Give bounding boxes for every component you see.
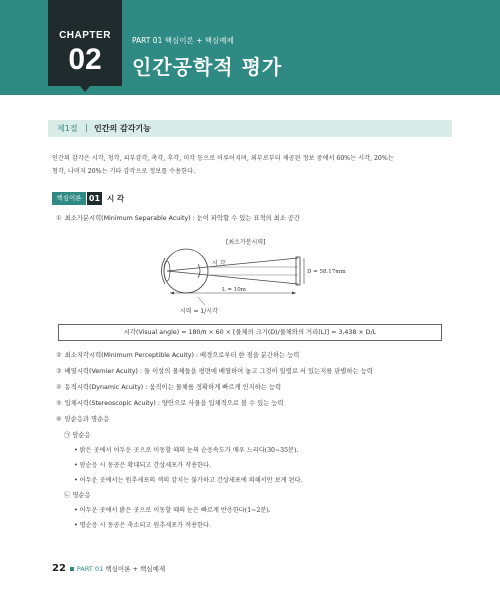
acuity-formula-label: 시력 = 1/시각 [180,308,218,315]
list-item: • 암순응 시 동공은 확대되고 간상세포가 작용한다. [74,462,211,469]
sight-line-upper [167,258,298,271]
chapter-badge [48,0,122,86]
intro-paragraph [52,152,452,178]
square-bullet-icon [70,567,74,571]
sight-line-lower [167,271,298,284]
item-label: 동적시력(Dynamic Acuity) : [64,384,148,391]
item-marker: ⑥ [56,416,62,423]
part-label: PART 01 핵심이론 + 핵심예제 [132,36,234,45]
list-item [56,366,373,375]
list-item [56,382,281,391]
item-label: 암순응과 명순응 [64,416,110,423]
chapter-word: CHAPTER [59,30,111,41]
item-marker: ④ [56,384,62,391]
leader-line [198,297,205,305]
acuity-diagram [150,245,370,317]
target-object [296,257,300,285]
item-description: 양안으로 사물을 입체적으로 볼 수 있는 능력 [159,400,284,407]
angle-label: 시 각 [212,260,226,267]
page-footer [52,563,165,574]
l-label: L = 10m [222,287,246,293]
arrow-right-icon [292,292,296,295]
footer-text: 핵심이론 + 핵심예제 [105,565,166,573]
item-label: 최소지각시력(Minimum Perceptible Acuity) : [64,352,199,359]
visual-angle-formula: 시각(Visual angle) = 180/π × 60 × [물체의 크기(D)/물체와의 거리(L)] = 3,438 × D/L [58,324,442,341]
section-bar [48,120,452,137]
item-marker: ③ [56,368,62,375]
keyword-number: 01 [88,194,101,203]
angle-arc [198,264,200,278]
sub-marker: ㉠ [64,432,71,439]
item-label: 배열시력(Vernier Acuity) : [64,368,142,375]
d-label: D = 58.17mm [307,269,346,275]
chapter-badge-pointer [80,86,90,92]
bullet-text: 암순응 시 동공은 확대되고 간상세포가 작용한다. [79,462,211,469]
list-item [56,213,300,222]
sub-marker: ㉡ [64,492,71,499]
list-item: • 명순응 시 동공은 축소되고 원추세포가 작용한다. [74,522,211,529]
item-description: 둘 이상의 물체들을 평면에 배열하여 놓고 그것이 일렬로 서 있는지를 판별하는 능력 [142,368,373,375]
item-marker: ① [56,215,62,222]
item-label: 최소가분시력(Minimum Separable Acuity) : [64,215,195,222]
intro-line: 청각, 나머지 20%는 기타 감각으로 정보를 수용한다. [52,168,196,175]
item-marker: ② [56,352,62,359]
list-item [56,350,299,359]
list-item: • 어두운 곳에서는 원추세포의 색의 감지는 불가하고 간상세포에 의해서만 보게 된다. [74,477,303,484]
section-title: 인간의 감각기능 [94,124,151,133]
bullet-text: 어두운 곳에서는 원추세포의 색의 감지는 불가하고 간상세포에 의해서만 보게 된다. [79,477,303,484]
page-number: 22 [52,563,66,574]
item-description: 움직이는 물체를 정확하게 빠르게 인지하는 능력 [147,384,282,391]
bullet-text: 어두운 곳에서 밝은 곳으로 이동할 때의 눈은 빠르게 반응한다(1~2분). [79,507,271,514]
bullet-text: 밝은 곳에서 어두운 곳으로 이동할 때의 눈의 순응속도가 매우 느리다(30~35분). [79,447,299,454]
keyword-title: 시 각 [107,194,125,203]
item-marker: ⑤ [56,400,62,407]
section-number: 제1절 [57,124,78,133]
figure-title: [최소가분시력] [226,239,266,246]
list-item [56,414,109,423]
section-separator: | [85,123,88,132]
list-item: • 밝은 곳에서 어두운 곳으로 이동할 때의 눈의 순응속도가 매우 느리다(30~35분). [74,447,299,454]
sub-title: 암순응 [72,432,91,439]
chapter-header [0,0,500,95]
chapter-title: 인간공학적 평가 [132,55,283,79]
bullet-text: 명순응 시 동공은 축소되고 원추세포가 작용한다. [79,522,211,529]
list-item [56,398,283,407]
arrow-left-icon [170,292,174,295]
item-label: 입체시력(Stereoscopic Acuity) : [64,400,160,407]
keyword-tag: 핵심이론 [52,192,86,205]
intro-line: 인간의 감각은 시각, 청각, 피부감각, 촉각, 후각, 미각 등으로 이루어지며, 외부로부터 제공된 정보 중에서 60%는 시각, 20%는 [52,155,394,162]
dark-adaptation-heading [64,430,91,439]
list-item: • 어두운 곳에서 밝은 곳으로 이동할 때의 눈은 빠르게 반응한다(1~2분). [74,507,271,514]
sub-title: 명순응 [72,492,91,499]
footer-part: PART 01 [76,565,104,573]
light-adaptation-heading [64,490,91,499]
item-description: 눈이 파악할 수 있는 표적의 최소 공간 [194,215,301,222]
chapter-number: 02 [68,43,102,76]
item-description: 배경으로부터 한 점을 분간하는 능력 [198,352,300,359]
